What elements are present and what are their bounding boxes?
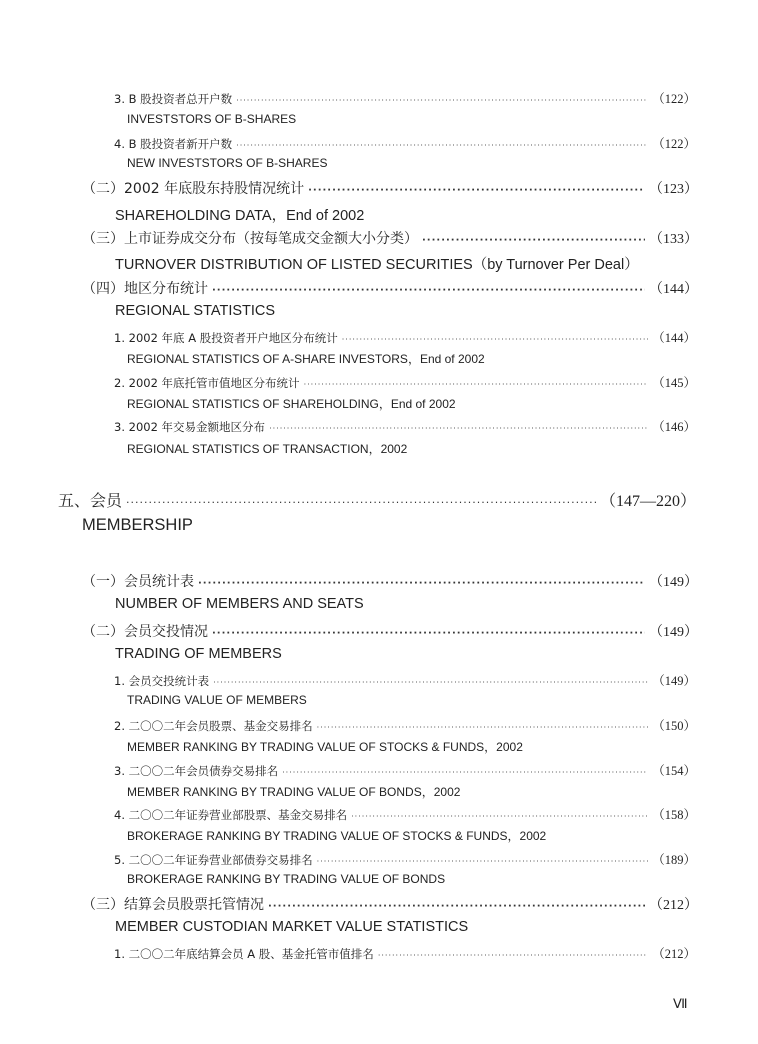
toc-page-number: （149） — [649, 625, 698, 640]
toc-entry-english: MEMBER RANKING BY TRADING VALUE OF STOCKS & FUNDS，2002 — [127, 740, 523, 754]
toc-page-number: （149） — [652, 674, 696, 688]
toc-leader-dots — [317, 857, 649, 866]
toc-leader-dots — [236, 96, 648, 105]
toc-page-number: （146） — [652, 420, 696, 434]
toc-page-number: （158） — [652, 808, 696, 822]
toc-page-number: （133） — [649, 232, 698, 247]
toc-entry-brokerage-bond-ranking[interactable] — [114, 850, 696, 868]
toc-leader-dots — [269, 424, 648, 433]
toc-entry-title: 1. 二〇〇二年底结算会员 A 股、基金托管市值排名 — [114, 947, 374, 961]
toc-leader-dots — [268, 901, 645, 912]
toc-entry-member-stock-ranking[interactable] — [114, 716, 696, 734]
toc-page-number: （212） — [652, 947, 696, 961]
toc-entry-member-statistics[interactable] — [82, 571, 698, 591]
toc-leader-dots — [422, 235, 645, 246]
toc-entry-english: BROKERAGE RANKING BY TRADING VALUE OF BONDS — [127, 872, 446, 886]
toc-entry-b-share-total-investors[interactable] — [114, 89, 696, 107]
toc-entry-shareholding-data[interactable] — [82, 178, 698, 198]
toc-entry-title: 2. 二〇〇二年会员股票、基金交易排名 — [114, 719, 313, 733]
toc-leader-dots — [351, 812, 648, 821]
toc-entry-member-bond-ranking[interactable] — [114, 761, 696, 779]
toc-entry-title: 3. B 股投资者总开户数 — [114, 92, 233, 106]
toc-entry-title: 1. 会员交投统计表 — [114, 674, 210, 688]
toc-entry-title: 1. 2002 年底 A 股投资者开户地区分布统计 — [114, 331, 338, 345]
toc-entry-english: REGIONAL STATISTICS OF SHAREHOLDING，End of 2002 — [127, 397, 456, 411]
toc-entry-english: MEMBERSHIP — [82, 516, 193, 534]
toc-entry-brokerage-stock-ranking[interactable] — [114, 805, 696, 823]
toc-leader-dots — [304, 380, 649, 389]
toc-entry-english: BROKERAGE RANKING BY TRADING VALUE OF STOCKS & FUNDS，2002 — [127, 829, 547, 843]
toc-entry-title: （三）结算会员股票托管情况 — [82, 897, 264, 913]
page-number: Ⅶ — [673, 996, 688, 1011]
toc-page-number: （149） — [649, 575, 698, 590]
toc-entry-title: 五、会员 — [58, 491, 123, 510]
toc-leader-dots — [212, 628, 645, 639]
toc-entry-title: （四）地区分布统计 — [82, 281, 208, 297]
toc-page-number: （123） — [649, 182, 698, 197]
toc-entry-custodian-ranking[interactable] — [114, 944, 696, 962]
toc-page-number: （150） — [652, 719, 696, 733]
toc-entry-english: SHAREHOLDING DATA，End of 2002 — [115, 208, 365, 224]
toc-entry-english: REGIONAL STATISTICS OF A-SHARE INVESTORS，End of 2002 — [127, 352, 485, 366]
toc-entry-b-share-new-investors[interactable] — [114, 134, 696, 152]
toc-entry-title: （一）会员统计表 — [82, 574, 194, 590]
toc-entry-english: INVESTSTORS OF B-SHARES — [127, 112, 297, 126]
toc-entry-english: MEMBER RANKING BY TRADING VALUE OF BONDS，2002 — [127, 785, 461, 799]
toc-leader-dots — [198, 578, 645, 589]
toc-page-number: （145） — [652, 376, 696, 390]
toc-leader-dots — [342, 335, 649, 344]
toc-page-number: （144） — [652, 331, 696, 345]
toc-entry-english: MEMBER CUSTODIAN MARKET VALUE STATISTICS — [115, 919, 469, 935]
toc-entry-title: 3. 2002 年交易金额地区分布 — [114, 420, 266, 434]
toc-leader-dots — [378, 951, 648, 960]
toc-leader-dots — [317, 723, 649, 732]
toc-entry-english: TRADING VALUE OF MEMBERS — [127, 693, 307, 707]
toc-entry-title: （二）2002 年底股东持股情况统计 — [82, 181, 305, 197]
toc-page-number: （144） — [649, 282, 698, 297]
toc-leader-dots — [213, 678, 648, 687]
toc-page-number: （122） — [652, 92, 696, 106]
toc-entry-title: 2. 2002 年底托管市值地区分布统计 — [114, 376, 300, 390]
toc-leader-dots — [212, 285, 645, 296]
toc-entry-title: 4. B 股投资者新开户数 — [114, 137, 233, 151]
toc-page-number: （154） — [652, 764, 696, 778]
toc-entry-english: TURNOVER DISTRIBUTION OF LISTED SECURITIES（by Turnover Per Deal） — [115, 257, 639, 273]
toc-page-number: （212） — [649, 898, 698, 913]
toc-chapter-membership[interactable] — [58, 488, 696, 511]
toc-entry-turnover-distribution[interactable] — [82, 228, 698, 248]
toc-entry-title: 5. 二〇〇二年证券营业部债券交易排名 — [114, 853, 313, 867]
toc-leader-dots — [126, 496, 596, 509]
toc-entry-english: TRADING OF MEMBERS — [115, 646, 282, 662]
toc-entry-shareholding-regional[interactable] — [114, 373, 696, 391]
toc-entry-a-share-regional[interactable] — [114, 328, 696, 346]
toc-page-number: （122） — [652, 137, 696, 151]
toc-entry-title: （二）会员交投情况 — [82, 624, 208, 640]
toc-entry-title: （三）上市证券成交分布（按每笔成交金额大小分类） — [82, 231, 418, 247]
toc-entry-english: REGIONAL STATISTICS OF TRANSACTION，2002 — [127, 442, 408, 456]
toc-page-number: （147—220） — [599, 493, 696, 510]
toc-leader-dots — [236, 141, 648, 150]
toc-entry-custodian-statistics[interactable] — [82, 894, 698, 914]
toc-entry-title: 3. 二〇〇二年会员债券交易排名 — [114, 764, 279, 778]
toc-entry-english: NUMBER OF MEMBERS AND SEATS — [115, 596, 364, 612]
toc-entry-title: 4. 二〇〇二年证券营业部股票、基金交易排名 — [114, 808, 348, 822]
toc-entry-transaction-regional[interactable] — [114, 417, 696, 435]
toc-entry-english: REGIONAL STATISTICS — [115, 303, 276, 319]
toc-entry-english: NEW INVESTSTORS OF B-SHARES — [127, 156, 328, 170]
toc-entry-member-trading-table[interactable] — [114, 671, 696, 689]
toc-page-number: （189） — [652, 853, 696, 867]
toc-leader-dots — [282, 768, 648, 777]
toc-leader-dots — [308, 185, 645, 196]
toc-entry-member-trading[interactable] — [82, 621, 698, 641]
toc-entry-regional-statistics[interactable] — [82, 278, 698, 298]
